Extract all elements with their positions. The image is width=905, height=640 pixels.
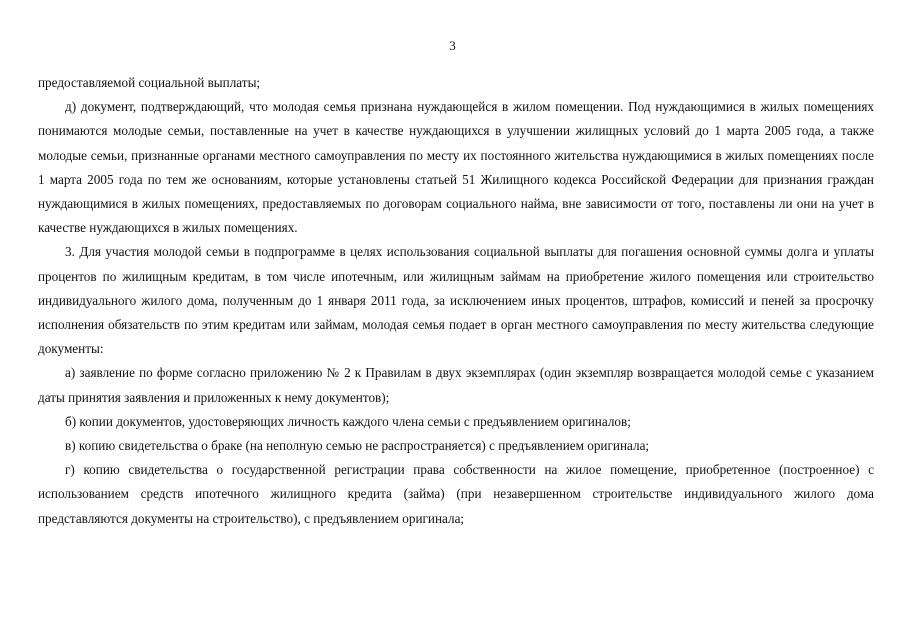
paragraph-item-b-identity-docs: б) копии документов, удостоверяющих личность каждого члена семьи с предъявлением оригиналов;	[65, 413, 631, 429]
document-body	[38, 71, 874, 531]
paragraph-continuation: предоставляемой социальной выплаты;	[38, 75, 261, 90]
paragraph-item-d-housing-need: д) документ, подтверждающий, что молодая семья признана нуждающейся в жилом помещении. Под нуждающимися в жилых помещениях понимаются молодые семьи, поставленные на учет в качестве нуждающихся в улучшении жилищных условий до 1 марта 2005 года, а также молодые семьи, признанные органами местного самоуправления по месту их постоянного жительства нуждающимися в жилых помещениях после 1 марта 2005 года по тем же основаниям, которые установлены статьей 51 Жилищного кодекса Российской Федерации для признания граждан нуждающимися в жилых помещениях, предоставляемых по договорам социального найма, вне зависимости от того, поставлены ли они на учет в качестве нуждающихся в жилых помещениях.	[38, 99, 874, 236]
paragraph-item-a-application: а) заявление по форме согласно приложению № 2 к Правилам в двух экземплярах (один экземпляр возвращается молодой семье с указанием даты принятия заявления и приложенных к нему документов);	[38, 365, 874, 405]
page-number: 3	[449, 38, 456, 53]
paragraph-section-3: 3. Для участия молодой семьи в подпрограмме в целях использования социальной выплаты для погашения основной суммы долга и уплаты процентов по жилищным кредитам, в том числе ипотечным, или жилищным займам на приобретение жилого помещения или строительство индивидуального жилого дома, полученным до 1 января 2011 года, за исключением иных процентов, штрафов, комиссий и пеней за просрочку исполнения обязательств по этим кредитам или займам, молодая семья подает в орган местного самоуправления по месту жительства следующие документы:	[38, 244, 874, 357]
paragraph-item-g-ownership-certificate: г) копию свидетельства о государственной регистрации права собственности на жилое помещение, приобретенное (построенное) с использованием средств ипотечного жилищного кредита (займа) (при незавершенном строительстве индивидуального жилого дома представляются документы на строительство), с предъявлением оригинала;	[38, 462, 874, 526]
paragraph-item-v-marriage-certificate: в) копию свидетельства о браке (на неполную семью не распространяется) с предъявлением оригинала;	[65, 438, 650, 454]
